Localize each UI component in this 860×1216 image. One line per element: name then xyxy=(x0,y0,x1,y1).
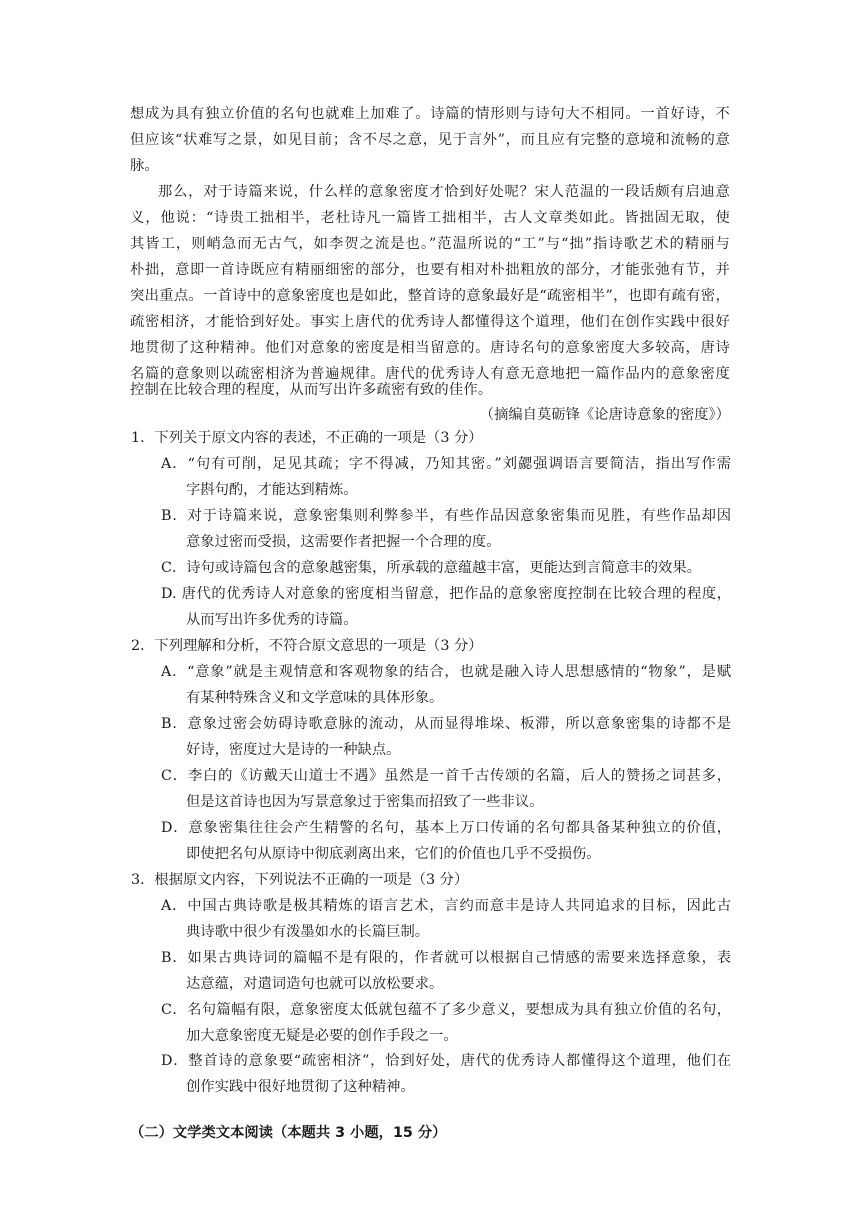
option-d: D. 唐代的优秀诗人对意象的密度相当留意，把作品的意象密度控制在比较合理的程度， xyxy=(161,586,731,602)
option-a-cont: 字斟句酌，才能达到精炼。 xyxy=(186,482,358,498)
passage-line: 疏密相济，才能恰到好处。事实上唐代的优秀诗人都懂得这个道理，他们在创作实践中很好 xyxy=(130,314,730,330)
option-b-cont: 好诗，密度过大是诗的一种缺点。 xyxy=(186,742,401,758)
question-stem: 3．根据原文内容，下列说法不正确的一项是（3 分） xyxy=(131,872,469,888)
question-stem: 2．下列理解和分析，不符合原文意思的一项是（3 分） xyxy=(131,638,483,654)
option-c: C．李白的《访戴天山道士不遇》虽然是一首千古传颂的名篇，后人的赞扬之词甚多， xyxy=(161,768,731,784)
section-heading: （二）文学类文本阅读（本题共 3 小题，15 分） xyxy=(130,1125,447,1141)
option-b: B．意象过密会妨碍诗歌意脉的流动，从而显得堆垛、板滞，所以意象密集的诗都不是 xyxy=(161,716,731,732)
passage-line: 其皆工，则峭急而无古气，如李贺之流是也。”范温所说的“工”与“拙”指诗歌艺术的精丽与 xyxy=(130,236,730,252)
option-c-cont: 加大意象密度无疑是必要的创作手段之一。 xyxy=(186,1028,458,1044)
option-d: D．整首诗的意象要“疏密相济”，恰到好处，唐代的优秀诗人都懂得这个道理，他们在 xyxy=(161,1053,731,1069)
option-b-cont: 达意蕴，对遣词造句也就可以放松要求。 xyxy=(186,976,444,992)
option-a-cont: 典诗歌中很少有泼墨如水的长篇巨制。 xyxy=(186,924,430,940)
passage-line: 义，他说：“诗贵工拙相半，老杜诗凡一篇皆工拙相半，古人文章类如此。皆拙固无取，使 xyxy=(130,210,730,226)
option-a-cont: 有某种特殊含义和文学意味的具体形象。 xyxy=(186,690,444,706)
option-c: C．诗句或诗篇包含的意象越密集，所承载的意蕴越丰富，更能达到言简意丰的效果。 xyxy=(161,560,701,576)
option-d-cont: 创作实践中很好地贯彻了这种精神。 xyxy=(186,1079,415,1095)
passage-line: 控制在比较合理的程度，从而写出许多疏密有致的佳作。 xyxy=(130,382,493,398)
passage-line: 名篇的意象则以疏密相济为普遍规律。唐代的优秀诗人有意无意地把一篇作品内的意象密度 xyxy=(130,366,730,382)
passage-source: （摘编自莫砺锋《论唐诗意象的密度》） xyxy=(479,407,730,423)
passage-line: 突出重点。一首诗中的意象密度也是如此，整首诗的意象最好是“疏密相半”，也即有疏有密， xyxy=(130,288,730,304)
option-c-cont: 但是这首诗也因为写景意象过于密集而招致了一些非议。 xyxy=(186,794,544,810)
option-a: A．“句有可削，足见其疏；字不得减，乃知其密。”刘勰强调语言要简洁，指出写作需 xyxy=(161,456,731,472)
question-stem: 1．下列关于原文内容的表述，不正确的一项是（3 分） xyxy=(131,430,483,446)
passage-line: 脉。 xyxy=(130,158,159,174)
option-a: A．中国古典诗歌是极其精炼的语言艺术，言约而意丰是诗人共同追求的目标，因此古 xyxy=(161,898,731,914)
option-b: B．对于诗篇来说，意象密集则利弊参半，有些作品因意象密集而见胜，有些作品却因 xyxy=(161,508,731,524)
passage-line: 想成为具有独立价值的名句也就难上加难了。诗篇的情形则与诗句大不相同。一首好诗，不 xyxy=(130,106,730,122)
passage-line: 但应该“状难写之景，如见目前；含不尽之意，见于言外”，而且应有完整的意境和流畅的意 xyxy=(130,132,730,148)
passage-line: 那么，对于诗篇来说，什么样的意象密度才恰到好处呢？宋人范温的一段话颇有启迪意 xyxy=(158,184,730,200)
passage-line: 朴拙，意即一首诗既应有精丽细密的部分，也要有相对朴拙粗放的部分，才能张弛有节，并 xyxy=(130,262,730,278)
option-b: B．如果古典诗词的篇幅不是有限的，作者就可以根据自己情感的需要来选择意象，表 xyxy=(161,950,731,966)
option-b-cont: 意象过密而受损，这需要作者把握一个合理的度。 xyxy=(186,534,501,550)
option-d: D．意象密集往往会产生精警的名句，基本上万口传诵的名句都具备某种独立的价值， xyxy=(161,820,731,836)
option-a: A．“意象”就是主观情意和客观物象的结合，也就是融入诗人思想感情的“物象”，是赋 xyxy=(161,664,731,680)
option-c: C．名句篇幅有限，意象密度太低就包蕴不了多少意义，要想成为具有独立价值的名句， xyxy=(161,1002,731,1018)
option-d-cont: 即使把名句从原诗中彻底剥离出来，它们的价值也几乎不受损伤。 xyxy=(186,846,601,862)
passage-line: 地贯彻了这种精神。他们对意象的密度是相当留意的。唐诗名句的意象密度大多较高，唐诗 xyxy=(130,340,730,356)
option-d-cont: 从而写出许多优秀的诗篇。 xyxy=(186,612,358,628)
